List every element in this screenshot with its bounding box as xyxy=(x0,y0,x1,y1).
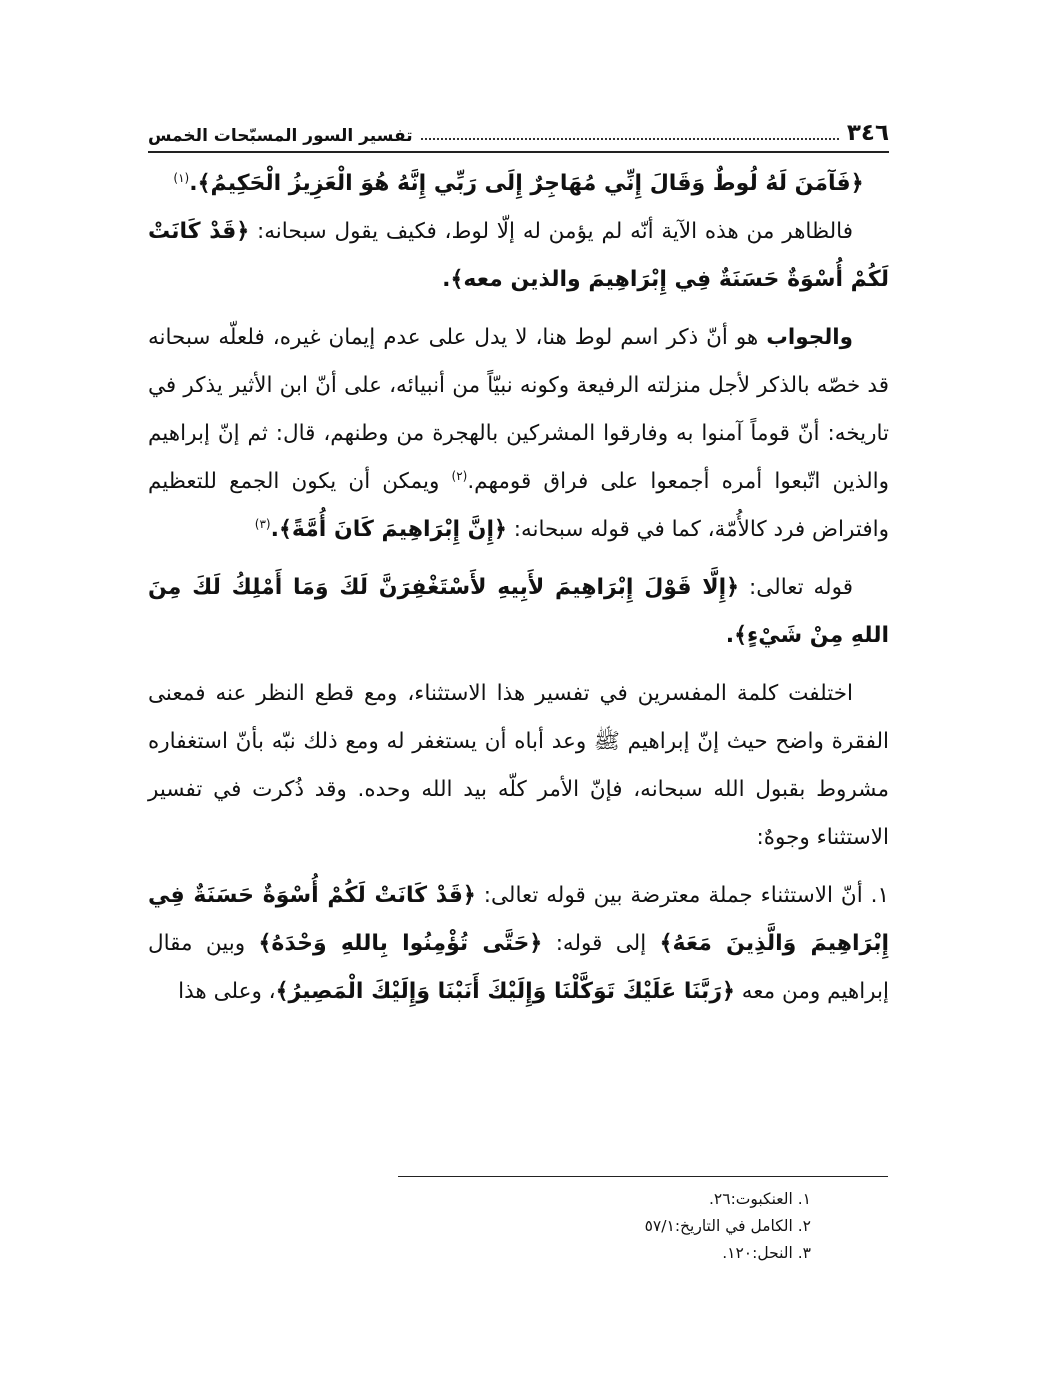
paragraph-question xyxy=(148,208,889,304)
footnote-ref-1: (١) xyxy=(173,170,190,185)
header-rule xyxy=(148,151,889,153)
running-header xyxy=(148,110,889,146)
paragraph-verse-quote xyxy=(148,564,889,660)
footnote-ref-3: (٣) xyxy=(254,516,271,531)
paragraph-text: اختلفت كلمة المفسرين في تفسير هذا الاستثناء، ومع قطع النظر عنه فمعنى الفقرة واضح حيث إنّ إبراهيم ﷺ وعد أباه أن يستغفر له ومع ذلك نبّه بأنّ استغفاره مشروط بقبول الله سبحانه، فإنّ الأمر كلّه بيد الله وحده. وقد ذُكرت في تفسير الاستثناء وجوهٌ: xyxy=(148,681,889,850)
footnote-rule xyxy=(398,1176,888,1177)
paragraph-text: قوله تعالى: xyxy=(748,575,853,600)
quran-verse: ﴿قَدْ كَانَتْ لَكُمْ أُسْوَةٌ حَسَنَةٌ فِي إِبْرَاهِيمَ وَالَّذِينَ مَعَهُ﴾ xyxy=(148,883,890,956)
paragraph-text: ١. أنّ الاستثناء جملة معترضة بين قوله تعالى: xyxy=(483,883,889,908)
header-dotted-leader xyxy=(421,120,839,140)
running-title: تفسير السور المسبّحات الخمس xyxy=(148,126,413,146)
answer-lead: والجواب xyxy=(766,325,854,350)
paragraph-text-2: إلى قوله: xyxy=(555,931,647,956)
page-number: ٣٤٦ xyxy=(846,120,889,146)
main-text xyxy=(148,160,889,1016)
quran-verse: ﴿إِلَّا قَوْلَ إِبْرَاهِيمَ لأَبِيهِ لأَسْتَغْفِرَنَّ لَكَ وَمَا أَمْلِكُ لَكَ مِنَ اللهِ مِنْ شَيْءٍ﴾. xyxy=(148,575,889,648)
paragraph-exegesis xyxy=(148,670,889,862)
paragraph-text: فالظاهر من هذه الآية أنّه لم يؤمن له إلّا لوط، فكيف يقول سبحانه: xyxy=(257,219,853,244)
paragraph-verse-1 xyxy=(148,160,889,208)
paragraph-text-4: ، وعلى هذا xyxy=(178,979,276,1004)
paragraph-answer xyxy=(148,314,889,554)
paragraph-text-3: وبين مقال إبراهيم ومن معه xyxy=(148,931,889,1004)
quran-verse: ﴿إِنَّ إِبْرَاهِيمَ كَانَ أُمَّةً﴾. xyxy=(270,517,507,542)
quran-verse: ﴿قَدْ كَانَتْ لَكُمْ أُسْوَةٌ حَسَنَةٌ فِي إِبْرَاهِيمَ والذين معه﴾. xyxy=(148,219,889,292)
paragraph-text: هو أنّ ذكر اسم لوط هنا، لا يدل على عدم إيمان غيره، فلعلّه سبحانه قد خصّه بالذكر لأجل منزلته الرفيعة وكونه نبيّاً من أنبيائه، على أنّ ابن الأثير يذكر في تاريخه: أنّ قوماً آمنوا به وفارقوا المشركين بالهجرة من وطنهم، قال: ثم إنّ إبراهيم والذين اتّبعوا أمره أجمعوا على فراق قومهم. xyxy=(148,325,889,494)
footnote-3: ٣. النحل:١٢٠. xyxy=(722,1244,811,1262)
footnotes xyxy=(148,1186,889,1267)
footnote-2: ٢. الكامل في التاريخ:٥٧/١ xyxy=(644,1217,811,1235)
footnote-1: ١. العنكبوت:٢٦. xyxy=(708,1190,811,1208)
quran-verse: ﴿فَآمَنَ لَهُ لُوطٌ وَقَالَ إِنِّي مُهَاجِرٌ إِلَى رَبِّي إِنَّهُ هُوَ الْعَزِيزُ الْحَكِيمُ﴾. xyxy=(189,171,864,196)
paragraph-point-1 xyxy=(148,872,889,1016)
paragraph-text-2: ويمكن أن يكون الجمع للتعظيم وافتراض فرد كالأُمّة، كما في قوله سبحانه: xyxy=(148,469,889,542)
quran-verse-3: ﴿رَبَّنَا عَلَيْكَ تَوَكَّلْنَا وَإِلَيْكَ أَنَبْنَا وَإِلَيْكَ الْمَصِيرُ﴾ xyxy=(275,979,735,1004)
quran-verse-2: ﴿حَتَّى تُؤْمِنُوا بِاللهِ وَحْدَهُ﴾ xyxy=(258,931,543,956)
footnote-ref-2: (٢) xyxy=(451,468,468,483)
